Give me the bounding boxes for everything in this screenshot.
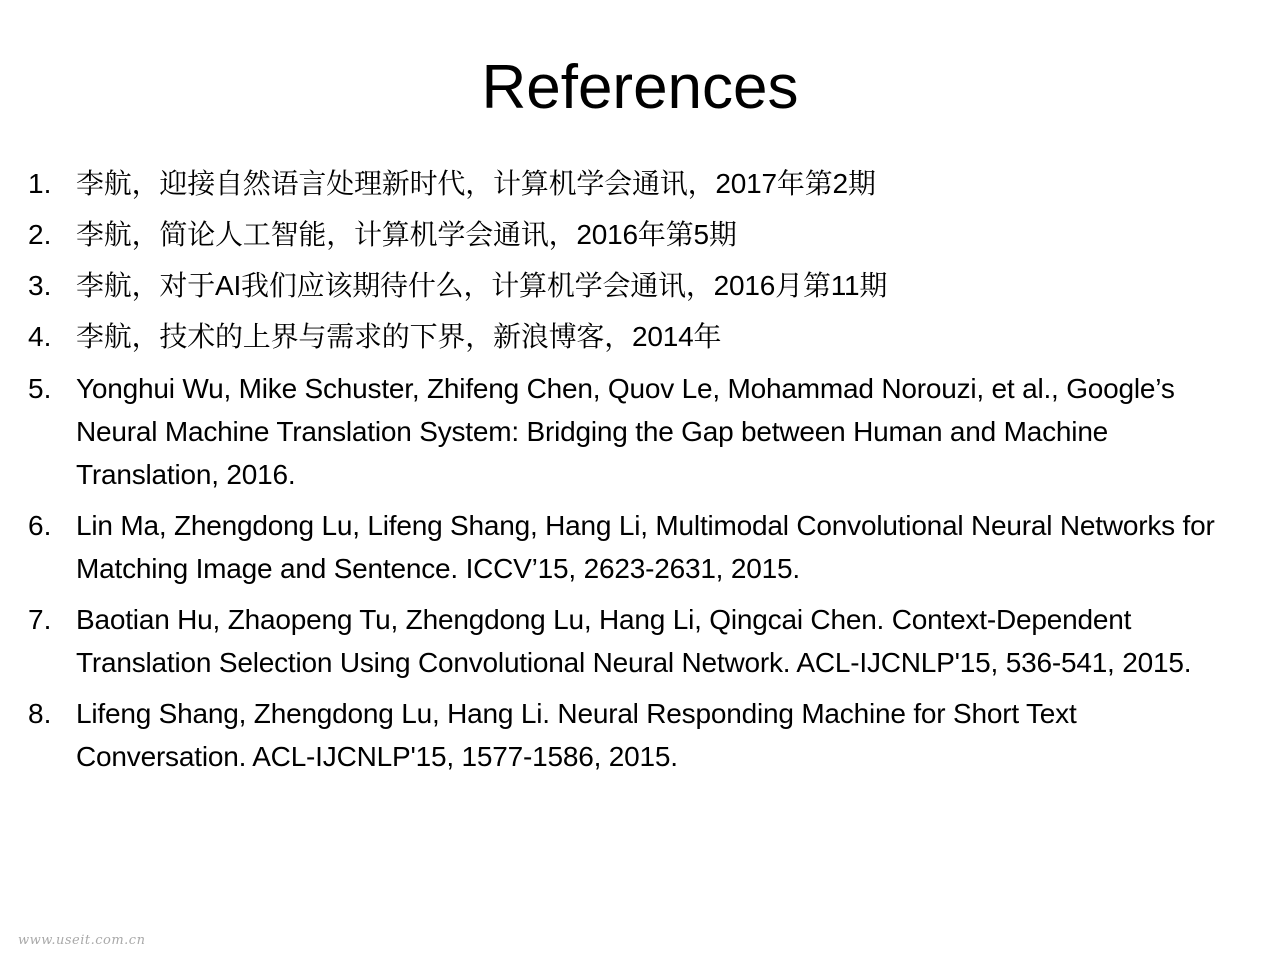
reference-text: 李航，简论人工智能，计算机学会通讯，2016年第5期 — [76, 219, 737, 250]
slide-title: References — [481, 53, 799, 122]
reference-number: 8. — [28, 698, 52, 729]
reference-item — [28, 504, 1238, 590]
reference-number: 2. — [28, 219, 52, 250]
reference-number: 3. — [28, 270, 52, 301]
watermark: www.useit.com.cn — [18, 933, 146, 948]
reference-item — [28, 163, 1238, 205]
reference-item — [28, 265, 1238, 307]
reference-number: 1. — [28, 168, 52, 199]
reference-item — [28, 367, 1238, 496]
reference-number: 5. — [28, 373, 52, 404]
reference-text: 李航，技术的上界与需求的下界，新浪博客，2014年 — [76, 321, 722, 352]
reference-item — [28, 214, 1238, 256]
reference-text: 李航，迎接自然语言处理新时代，计算机学会通讯，2017年第2期 — [76, 168, 876, 199]
references-list — [28, 163, 1238, 786]
reference-text: 李航，对于AI我们应该期待什么，计算机学会通讯，2016月第11期 — [76, 270, 888, 301]
reference-number: 6. — [28, 510, 52, 541]
reference-item — [28, 316, 1238, 358]
reference-text: Lin Ma, Zhengdong Lu, Lifeng Shang, Hang Li, Multimodal Convolutional Neural Networks for Matching Image and Sentence. ICCV’15, 2623-2631, 2015. — [76, 510, 1215, 584]
reference-number: 7. — [28, 604, 52, 635]
reference-item — [28, 692, 1238, 778]
reference-item — [28, 598, 1238, 684]
reference-text: Lifeng Shang, Zhengdong Lu, Hang Li. Neural Responding Machine for Short Text Conversation. ACL-IJCNLP'15, 1577-1586, 2015. — [76, 698, 1077, 772]
reference-text: Baotian Hu, Zhaopeng Tu, Zhengdong Lu, Hang Li, Qingcai Chen. Context-Dependent Translation Selection Using Convolutional Neural Network. ACL-IJCNLP'15, 536-541, 2015. — [76, 604, 1192, 678]
reference-text: Yonghui Wu, Mike Schuster, Zhifeng Chen, Quov Le, Mohammad Norouzi, et al., Google’s Neural Machine Translation System: Bridging the Gap between Human and Machine Translation, 2016. — [76, 373, 1175, 490]
reference-number: 4. — [28, 321, 52, 352]
